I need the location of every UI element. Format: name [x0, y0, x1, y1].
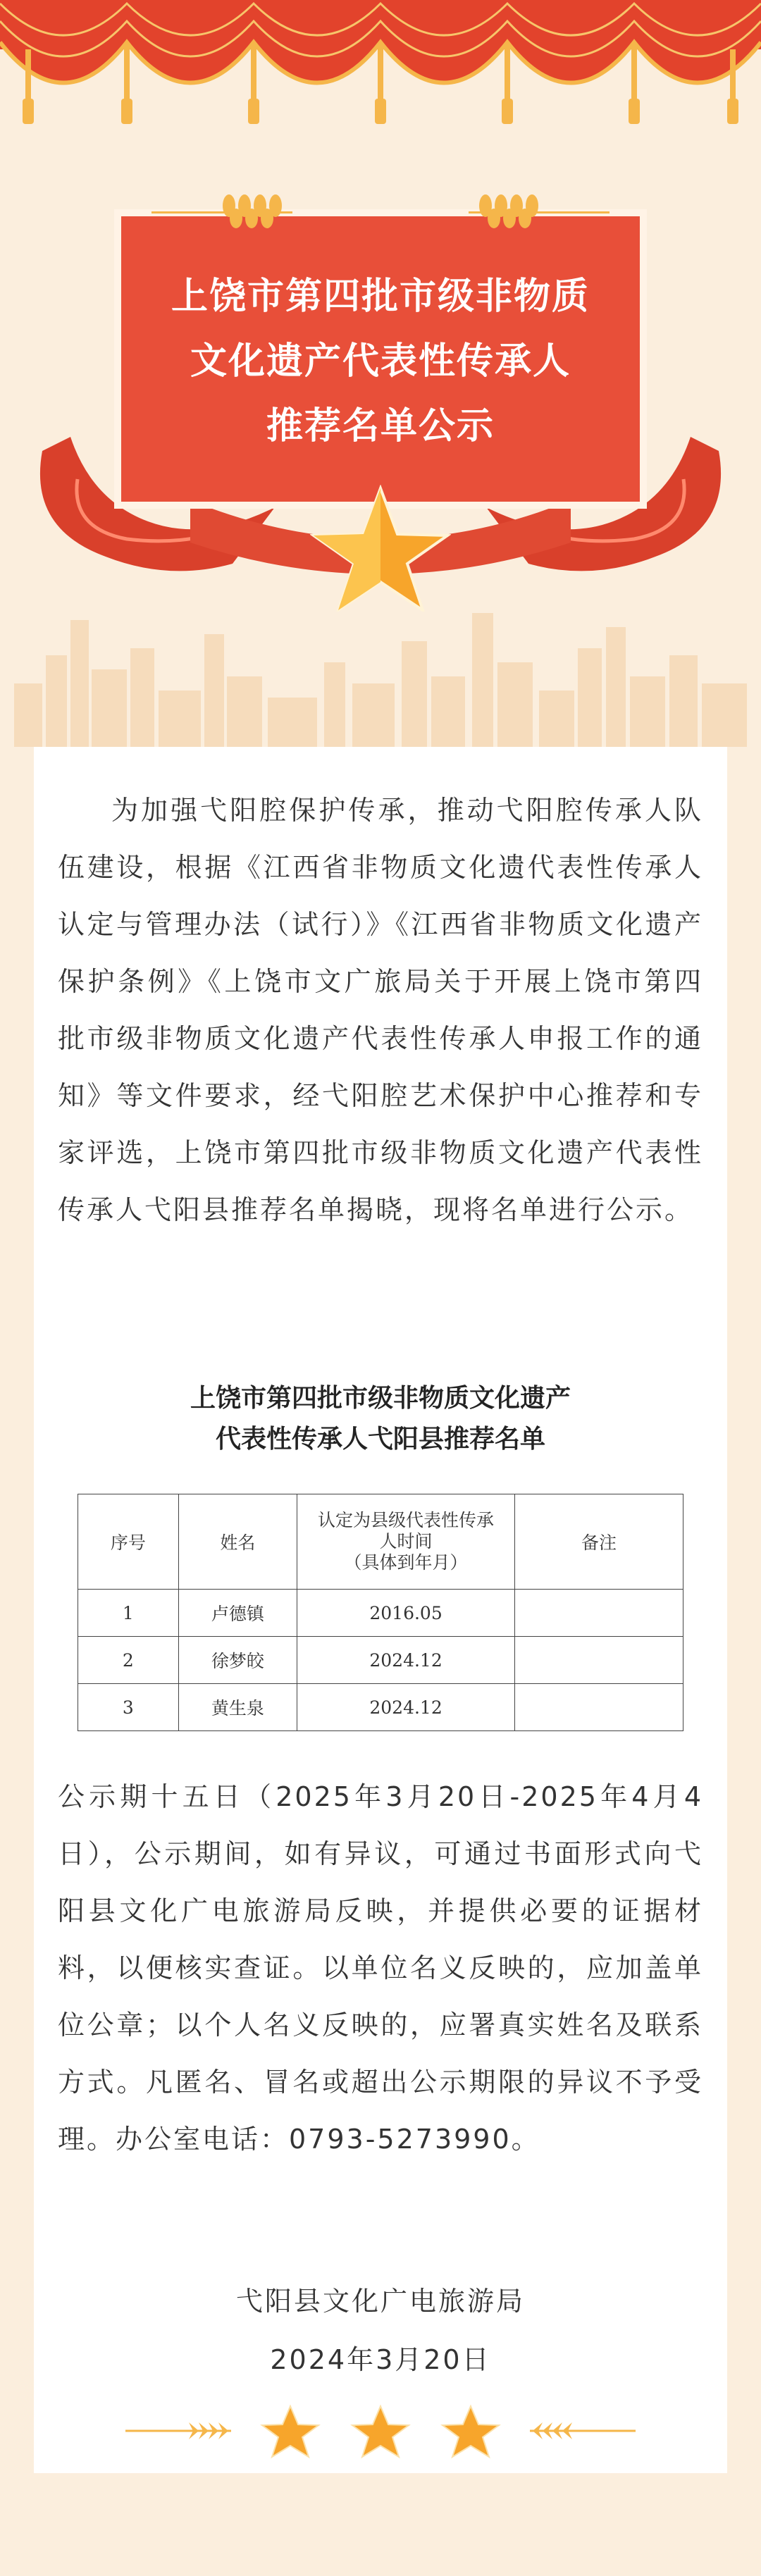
header-time-line-1: 认定为县级代表性传承 — [318, 1510, 495, 1530]
page-title — [114, 264, 647, 459]
header-banner — [0, 0, 761, 747]
notice-paragraph: 公示期十五日（2025年3月20日-2025年4月4日），公示期间，如有异议，可通过书面形式向弋阳县文化广电旅游局反映，并提供必要的证据材料，以便核实查证。以单位名义反映的，应加盖单位公章；以个人名义反映的，应署真实姓名及联系方式。凡匿名、冒名或超出公示期限的异议不予受理。办公室电话：0793-5273990。 — [58, 1781, 703, 2155]
table-row — [78, 1590, 683, 1637]
cell-name: 黄生泉 — [178, 1684, 297, 1731]
cell-remark — [515, 1684, 683, 1731]
header-time-line-2: 人时间 — [379, 1531, 433, 1552]
nominee-table — [78, 1494, 683, 1731]
cell-index: 1 — [78, 1590, 179, 1637]
header-time-line-3: （具体到年月） — [344, 1552, 468, 1573]
cell-name: 徐梦皎 — [178, 1637, 297, 1684]
list-title-line-1: 上饶市第四批市级非物质文化遗产 — [190, 1383, 571, 1413]
title-line-1: 上饶市第四批市级非物质 — [171, 275, 590, 318]
cell-index: 3 — [78, 1684, 179, 1731]
title-line-2: 文化遗产代表性传承人 — [190, 340, 571, 383]
title-line-3: 推荐名单公示 — [266, 405, 495, 447]
cell-name: 卢德镇 — [178, 1590, 297, 1637]
cell-index: 2 — [78, 1637, 179, 1684]
footer-stars-decoration — [125, 2399, 636, 2463]
list-title-line-2: 代表性传承人弋阳县推荐名单 — [215, 1424, 545, 1454]
star-icon — [310, 485, 451, 612]
cell-time: 2024.12 — [297, 1637, 515, 1684]
cell-time: 2016.05 — [297, 1590, 515, 1637]
wheat-left-decoration — [151, 190, 292, 233]
city-skyline-decoration — [14, 606, 747, 747]
cell-remark — [515, 1637, 683, 1684]
table-row — [78, 1637, 683, 1684]
wheat-right-decoration — [469, 190, 610, 233]
cell-time: 2024.12 — [297, 1684, 515, 1731]
list-title — [34, 1377, 727, 1459]
signature-date: 2024年3月20日 — [270, 2344, 491, 2375]
header-name: 姓名 — [178, 1494, 297, 1590]
curtain-decoration — [0, 0, 761, 183]
signature-org: 弋阳县文化广电旅游局 — [235, 2286, 525, 2317]
intro-paragraph: 为加强弋阳腔保护传承，推动弋阳腔传承人队伍建设，根据《江西省非物质文化遗代表性传承人认定与管理办法（试行）》《江西省非物质文化遗产保护条例》《上饶市文广旅局关于开展上饶市第四批市级非物质文化遗产代表性传承人申报工作的通知》等文件要求，经弋阳腔艺术保护中心推荐和专家评选，上饶市第四批市级非物质文化遗产代表性传承人弋阳县推荐名单揭晓，现将名单进行公示。 — [58, 795, 703, 1225]
table-header-row — [78, 1494, 683, 1590]
header-index: 序号 — [78, 1494, 179, 1590]
header-remark: 备注 — [515, 1494, 683, 1590]
cell-remark — [515, 1590, 683, 1637]
header-time — [297, 1494, 515, 1590]
table-row — [78, 1684, 683, 1731]
content-card — [34, 747, 727, 2473]
